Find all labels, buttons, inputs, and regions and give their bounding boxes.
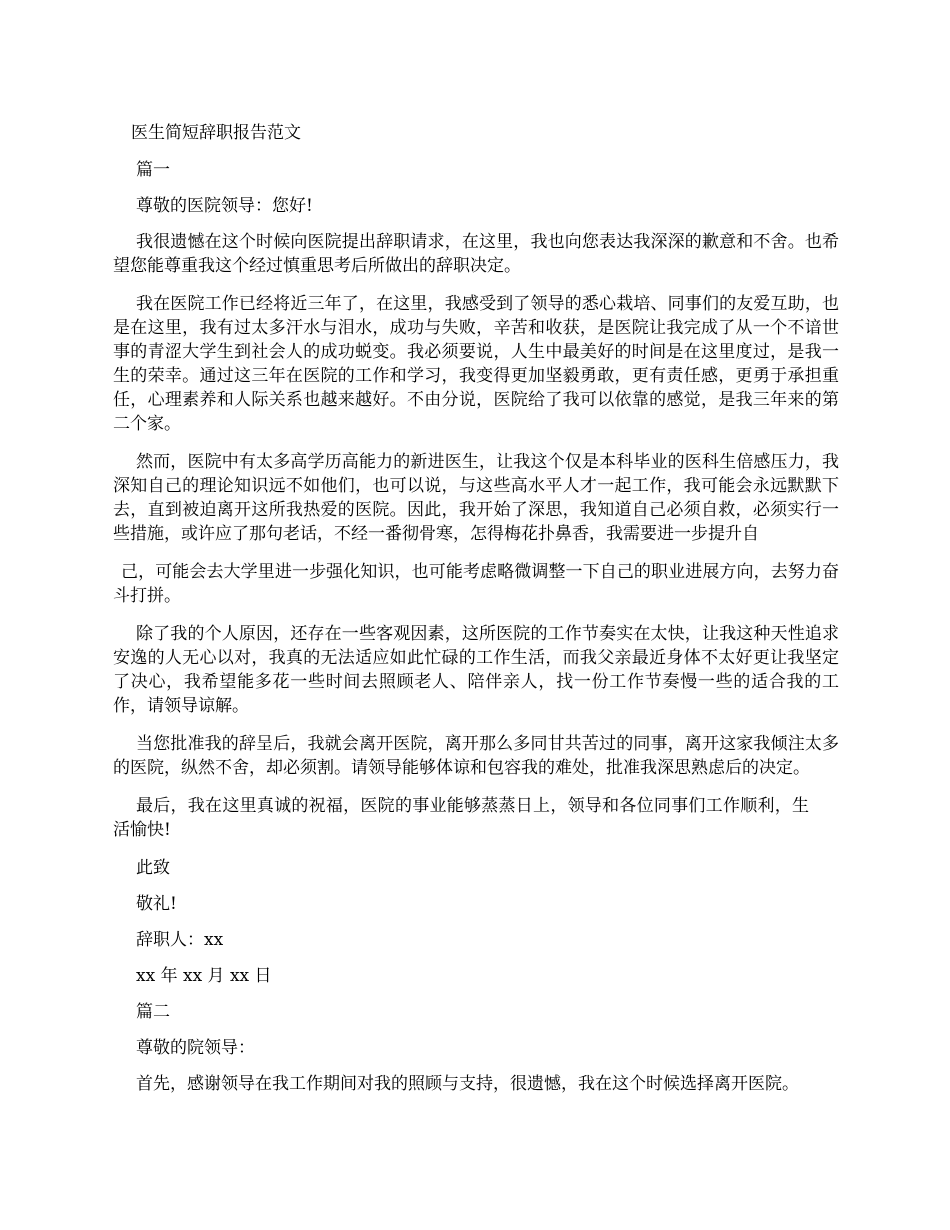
closing-line-1: 此致 — [136, 858, 170, 878]
section-heading-part1: 篇一 — [136, 160, 170, 180]
signature-line: 辞职人：xx — [136, 930, 224, 950]
closing-line-2: 敬礼! — [136, 894, 177, 914]
document-title: 医生简短辞职报告范文 — [131, 123, 301, 143]
date-line: xx 年 xx 月 xx 日 — [136, 966, 272, 986]
body-paragraph-4: 己，可能会去大学里进一步强化知识，也可能考虑略微调整一下自己的职业进展方向，去努力奋斗打拼。 — [113, 562, 839, 606]
salutation-1: 尊敬的医院领导：您好! — [136, 196, 313, 216]
body-paragraph-2: 我在医院工作已经将近三年了，在这里，我感受到了领导的悉心栽培、同事们的友爱互助，也是在这里，我有过太多汗水与泪水，成功与失败，辛苦和收获，是医院让我完成了从一个不谙世事的青涩大学生到社会人的成功蜕变。我必须要说，人生中最美好的时间是在这里度过，是我一生的荣幸。通过这三年在医院的工作和学习，我变得更加坚毅勇敢，更有责任感，更勇于承担重任，心理素养和人际关系也越来越好。不由分说，医院给了我可以依靠的感觉，是我三年来的第二个家。 — [113, 294, 839, 434]
body-paragraph-6: 当您批准我的辞呈后，我就会离开医院，离开那么多同甘共苦过的同事，离开这家我倾注太多的医院，纵然不舍，却必须割。请领导能够体谅和包容我的难处，批准我深思熟虑后的决定。 — [113, 734, 839, 778]
body-paragraph-8: 首先，感谢领导在我工作期间对我的照顾与支持，很遗憾，我在这个时候选择离开医院。 — [136, 1074, 799, 1094]
body-paragraph-7: 最后，我在这里真诚的祝福，医院的事业能够蒸蒸日上，领导和各位同事们工作顺利，生活愉快! — [113, 796, 809, 840]
salutation-2: 尊敬的院领导： — [136, 1038, 255, 1058]
body-paragraph-1: 我很遗憾在这个时候向医院提出辞职请求，在这里，我也向您表达我深深的歉意和不舍。也希望您能尊重我这个经过慎重思考后所做出的辞职决定。 — [113, 232, 839, 276]
body-paragraph-5: 除了我的个人原因，还存在一些客观因素，这所医院的工作节奏实在太快，让我这种天性追求安逸的人无心以对，我真的无法适应如此忙碌的工作生活，而我父亲最近身体不太好更让我坚定了决心，我希望能多花一些时间去照顾老人、陪伴亲人，找一份工作节奏慢一些的适合我的工作，请领导谅解。 — [113, 624, 839, 716]
body-paragraph-3: 然而，医院中有太多高学历高能力的新进医生，让我这个仅是本科毕业的医科生倍感压力，我深知自己的理论知识远不如他们，也可以说，与这些高水平人才一起工作，我可能会永远默默下去，直到被迫离开这所我热爱的医院。因此，我开始了深思，我知道自己必须自救，必须实行一些措施，或许应了那句老话，不经一番彻骨寒，怎得梅花扑鼻香，我需要进一步提升自 — [113, 452, 839, 544]
section-heading-part2: 篇二 — [136, 1002, 170, 1022]
